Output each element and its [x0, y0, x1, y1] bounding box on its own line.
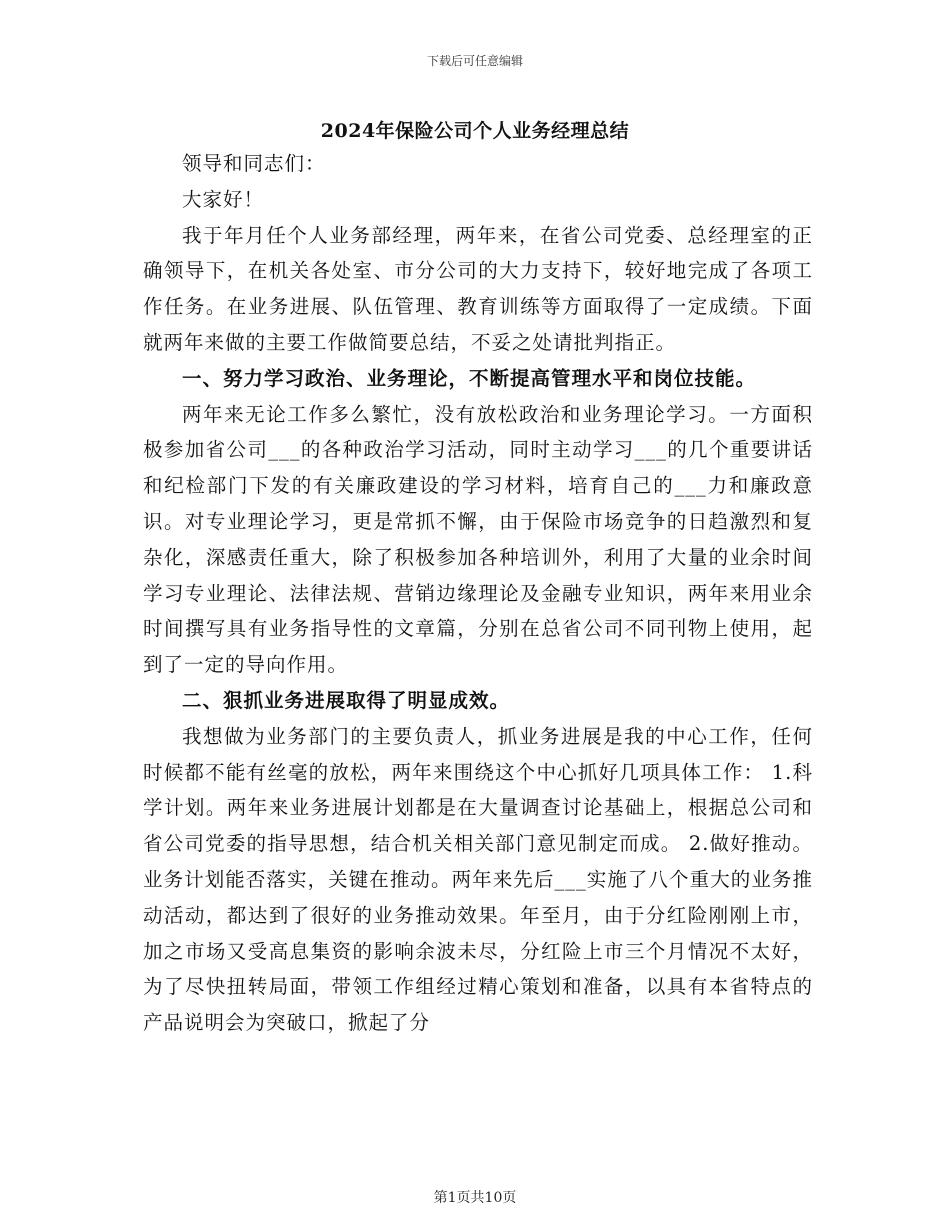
- page-footer-page-info: 第1页共10页: [433, 1190, 517, 1206]
- greeting: 领导和同志们：: [182, 152, 326, 175]
- salutation: 大家好！: [182, 187, 265, 211]
- document-body: [143, 146, 813, 1041]
- page-header-note: 下载后可任意编辑: [426, 54, 523, 68]
- paragraph-section-2: 我想做为业务部门的主要负责人，抓业务进展是我的中心工作，任何时候都不能有丝毫的放松，两年来围绕这个中心抓好几项具体工作： 1.科学计划。两年来业务进展计划都是在大量调查讨论基础上，根据总公司和省公司党委的指导思想，结合机关相关部门意见制定而成。 2.做好推动。业务计划能否落实，关键在推动。两年来先后___实施了八个重大的业务推动活动，都达到了很好的业务推动效果。年至月，由于分红险刚刚上市，加之市场又受高息集资的影响余波未尽，分红险上市三个月情况不太好，为了尽快扭转局面，带领工作组经过精心策划和准备，以具有本省特点的产品说明会为突破口，掀起了分: [143, 724, 813, 1035]
- paragraph-intro: 我于年月任个人业务部经理，两年来，在省公司党委、总经理室的正确领导下，在机关各处室、市分公司的大力支持下，较好地完成了各项工作任务。在业务进展、队伍管理、教育训练等方面取得了一定成绩。下面就两年来做的主要工作做简要总结，不妥之处请批判指正。: [143, 223, 813, 354]
- section-heading-2: 二、狠抓业务进展取得了明显成效。: [182, 688, 511, 712]
- section-heading-1: 一、努力学习政治、业务理论，不断提高管理水平和岗位技能。: [182, 366, 757, 390]
- document-title: 2024年保险公司个人业务经理总结: [320, 120, 630, 142]
- paragraph-section-1: 两年来无论工作多么繁忙，没有放松政治和业务理论学习。一方面积极参加省公司___的各种政治学习活动，同时主动学习___的几个重要讲话和纪检部门下发的有关廉政建设的学习材料，培育自己的___力和廉政意识。对专业理论学习，更是常抓不懈，由于保险市场竞争的日趋激烈和复杂化，深感责任重大，除了积极参加各种培训外，利用了大量的业余时间学习专业理论、法律法规、营销边缘理论及金融专业知识，两年来用业余时间撰写具有业务指导性的文章篇，分别在总省公司不同刊物上使用，起到了一定的导向作用。: [143, 402, 813, 677]
